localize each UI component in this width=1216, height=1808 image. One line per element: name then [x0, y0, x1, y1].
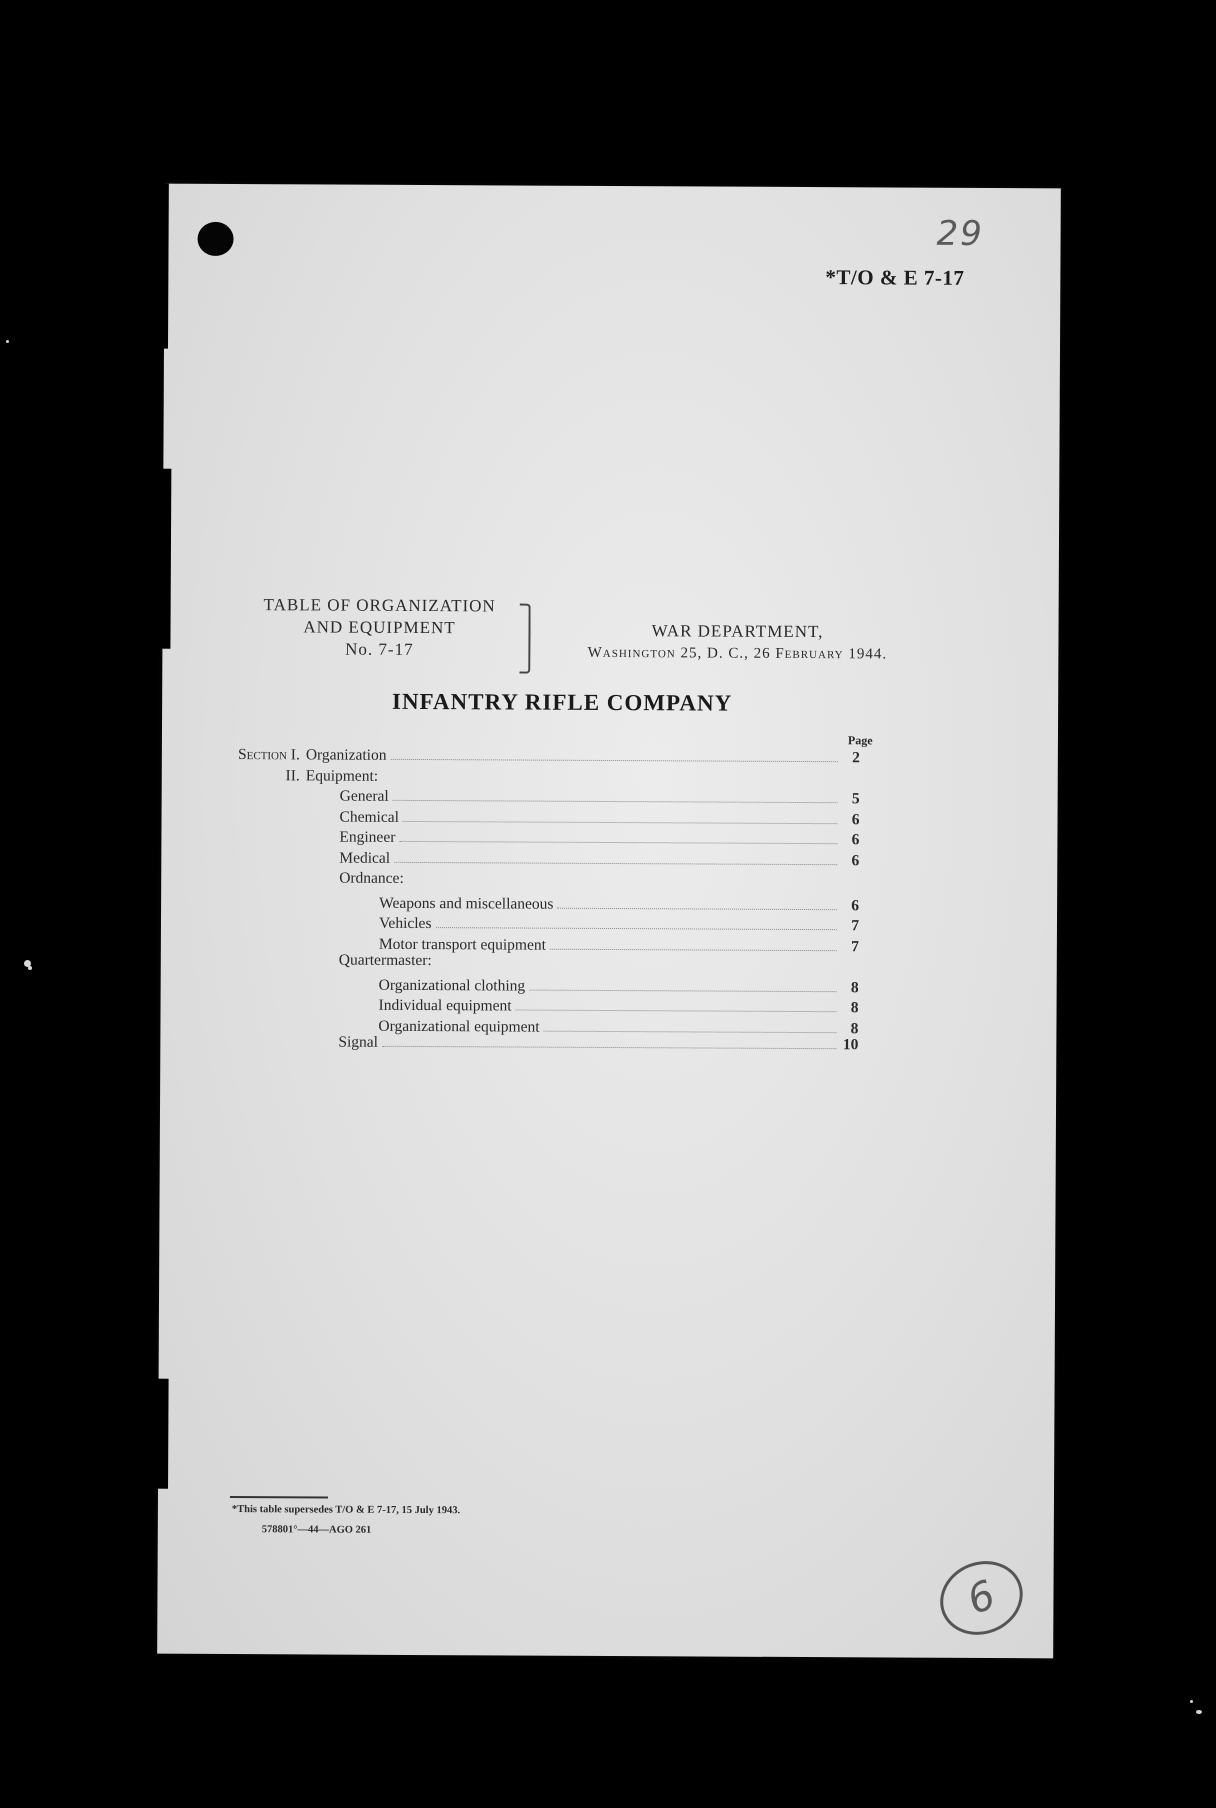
footnote-rule	[230, 1496, 328, 1499]
toc-leader-dots	[393, 800, 838, 803]
toc-page-number: 10	[842, 1036, 859, 1054]
footnote	[232, 1500, 460, 1541]
toc-entry-label: Organization	[305, 746, 387, 764]
toc-page-number: 7	[851, 937, 859, 955]
issuer-name: WAR DEPARTMENT,	[651, 621, 824, 642]
table-heading-line: AND EQUIPMENT	[303, 617, 456, 638]
toc-entry	[339, 868, 859, 891]
punch-hole	[197, 222, 233, 256]
toc-entry	[339, 806, 859, 829]
heading-brace	[519, 604, 530, 674]
scan-speck	[28, 966, 32, 970]
toc-page-number: 8	[850, 1019, 859, 1037]
toc-entry	[339, 827, 859, 850]
circled-number-text: 6	[961, 1571, 1002, 1625]
toc-page-number: 6	[851, 851, 860, 869]
toc-page-number: 8	[850, 978, 859, 996]
toc-entry	[379, 892, 859, 915]
toc-entry-label: Medical	[339, 849, 391, 867]
toc-entry-label: Ordnance:	[339, 869, 404, 887]
scan-speck	[1196, 1710, 1202, 1714]
toc-page-number: 8	[850, 999, 859, 1017]
toc-entry-label: Motor transport equipment	[378, 935, 546, 954]
toc-page-header: Page	[847, 733, 873, 748]
toc-entry-label: Engineer	[339, 828, 396, 846]
toc-section-number: Section I.	[237, 746, 300, 764]
toc-entry	[339, 950, 859, 973]
footnote-text: *This table supersedes T/O & E 7-17, 15 July 1943.	[231, 1504, 461, 1517]
toc-entry	[379, 913, 859, 936]
toc-entry-label: Quartermaster:	[338, 951, 432, 970]
handwritten-page-number: 29	[936, 213, 984, 254]
toc-page-number: 6	[851, 831, 860, 849]
toc-entry-label: General	[339, 787, 389, 805]
handwritten-circled-number	[929, 1549, 1034, 1647]
toc-leader-dots	[435, 927, 836, 930]
table-heading	[234, 594, 524, 662]
toc-entry	[338, 1032, 858, 1055]
toc-page-number: 7	[851, 917, 860, 935]
toc-leader-dots	[529, 989, 837, 992]
toc-entry	[379, 995, 859, 1018]
toc-page-number: 2	[852, 749, 860, 767]
table-of-contents	[200, 730, 900, 1054]
toc-leader-dots	[399, 841, 837, 844]
toc-entry	[200, 744, 860, 767]
toc-entry-label: Chemical	[339, 808, 399, 826]
toc-entry	[200, 764, 860, 787]
toc-entry	[340, 786, 860, 809]
document-reference: *T/O & E 7-17	[825, 265, 965, 290]
toc-entry	[379, 974, 859, 997]
toc-entry-label: Organizational clothing	[378, 976, 526, 995]
issuer-heading	[552, 620, 922, 666]
table-heading-line: TABLE OF ORGANIZATION	[263, 595, 496, 616]
toc-page-number: 6	[851, 896, 860, 914]
toc-entry-label: Vehicles	[378, 914, 432, 933]
page-edge-damage	[158, 184, 169, 349]
scan-speck	[6, 340, 9, 343]
document-page	[157, 184, 1061, 1659]
print-code: 578801°—44—AGO 261	[261, 1524, 372, 1536]
toc-entry-label: Signal	[338, 1033, 379, 1051]
toc-entry-label: Equipment:	[305, 766, 379, 785]
toc-leader-dots	[403, 820, 838, 823]
toc-entry	[339, 847, 859, 870]
table-heading-line: No. 7-17	[345, 639, 414, 659]
toc-leader-dots	[382, 1046, 836, 1049]
toc-leader-dots	[394, 861, 837, 864]
issue-date: Washington 25, D. C., 26 February 1944.	[587, 644, 888, 663]
toc-page-number: 6	[851, 810, 860, 828]
toc-leader-dots	[516, 1010, 837, 1013]
document-title: INFANTRY RIFLE COMPANY	[391, 688, 733, 716]
toc-entry-label: Weapons and miscellaneous	[379, 894, 554, 913]
toc-section-number: II.	[285, 766, 300, 784]
toc-entry-label: Organizational equipment	[378, 1017, 540, 1036]
toc-leader-dots	[390, 759, 837, 762]
toc-entry-label: Individual equipment	[378, 996, 512, 1015]
scan-speck	[1190, 1700, 1193, 1703]
toc-leader-dots	[557, 907, 837, 909]
page-edge-damage	[152, 1379, 169, 1489]
toc-page-number: 5	[851, 790, 860, 808]
page-edge-damage	[156, 469, 171, 649]
